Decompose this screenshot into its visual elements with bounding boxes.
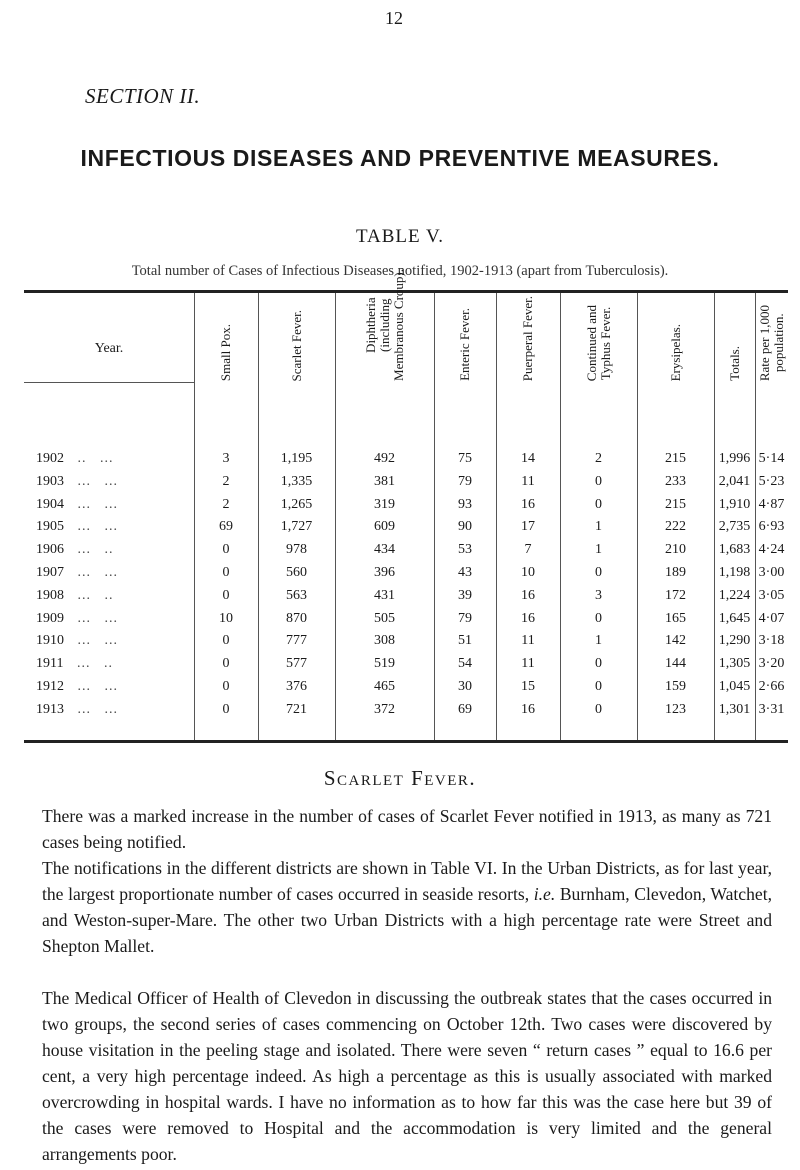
table-cell: 16 [521,496,535,512]
column-header-label: Continued and Typhus Fever. [583,304,613,381]
column-header-label: Erysipelas. [667,323,683,381]
table-cell: 0 [222,701,230,717]
table-cell: 505 [374,610,395,626]
table-cell: 16 [521,587,535,603]
table-cell: 2,735 [718,519,751,535]
table-cell: 1 [595,633,602,649]
column-header-label: Totals. [726,346,742,381]
table-cell: 1,305 [718,656,751,672]
table-title: TABLE V. [355,226,445,247]
table-cell: 222 [665,519,686,535]
year-value: 1907 [36,565,64,580]
leader-dots: ... .. [64,587,114,603]
table-caption: Total number of Cases of Infectious Diseases notified, 1902-1913 (apart from Tuberculosis). [131,263,669,279]
table-cell: 3·31 [758,701,785,717]
section-label: SECTION II. [85,84,201,108]
table-cell: 0 [595,679,602,694]
table-cell: 10 [219,610,233,626]
table-cell: 10 [521,565,535,580]
leader-dots: ... ... [64,679,118,694]
table-cell: 2 [595,451,602,466]
table-cell: 1 [595,542,602,558]
table-cell: 1,301 [718,701,751,717]
year-value: 1906 [36,542,64,558]
table-cell: 0 [595,656,602,672]
table-row [24,633,788,655]
table-cell: 93 [458,496,472,512]
leader-dots: ... ... [64,610,118,626]
table-cell: 1 [595,519,602,535]
table-row [24,451,788,473]
table-cell: 159 [665,679,686,694]
column-header-label: Rate per 1,000 population. [756,304,786,381]
year-cell [36,633,186,649]
table-row [24,542,788,564]
table-cell: 5·23 [758,473,785,489]
table-cell: 54 [458,656,472,672]
year-value: 1908 [36,587,64,603]
table-cell: 165 [665,610,686,626]
table-cell: 30 [458,679,472,694]
table-cell: 11 [521,633,535,649]
table-cell: 0 [595,565,602,580]
year-value: 1902 [36,451,64,466]
subsection-heading: Scarlet Fever. [323,766,477,790]
paragraph-2: The notifications in the different districts are shown in Table VI. In the Urban Districts, as for last year, the largest proportionate number of cases occurred in seaside resorts, i.e. Burnham, Clevedon, Watchet, and Weston-super-Mare. The other two Urban Districts with a high percentage rate were Street and Shepton Mallet. [42,858,773,956]
table-cell: 1,224 [718,587,751,603]
table-cell: 0 [595,610,602,626]
year-cell [36,451,186,467]
table-cell: 4·87 [758,496,785,512]
table-cell: 7 [524,542,532,558]
leader-dots: .. ... [64,451,114,466]
year-cell [36,588,186,604]
table-cell: 376 [286,679,307,694]
year-value: 1904 [36,496,64,512]
table-cell: 4·24 [758,542,785,558]
table-cell: 1,683 [718,542,751,558]
table-cell: 777 [286,633,307,649]
leader-dots: ... ... [64,473,118,489]
column-header [560,303,637,381]
table-cell: 69 [458,701,472,717]
year-value: 1912 [36,679,64,694]
table-cell: 3·05 [758,587,785,603]
table-cell: 43 [458,565,472,580]
paragraph [42,803,772,855]
table-cell: 16 [521,610,535,626]
column-header-label: Diphtheria (including Membranous Croup). [362,269,406,381]
column-header [755,303,788,381]
column-header [496,295,560,381]
table-cell: 1,198 [718,565,751,580]
year-header-rule [24,382,194,383]
table-cell: 2·66 [758,679,785,694]
page-number: 12 [385,8,403,28]
table-cell: 465 [374,679,395,694]
table-row [24,702,788,724]
leader-dots: ... ... [64,701,118,717]
table-cell: 79 [458,473,472,489]
year-value: 1903 [36,473,64,489]
table-row [24,656,788,678]
paragraph [42,855,772,959]
table-cell: 75 [458,451,472,466]
table-cell: 39 [458,587,472,603]
table-cell: 0 [222,679,230,694]
table-cell: 210 [665,542,686,558]
leader-dots: ... ... [64,565,118,580]
table-cell: 1,996 [718,451,751,466]
table-row [24,679,788,701]
table-cell: 0 [222,656,230,672]
table-cell: 3 [222,451,230,466]
year-cell [36,679,186,695]
table-cell: 189 [665,565,686,580]
table-cell: 1,727 [280,519,313,535]
table-cell: 69 [219,519,233,535]
page-heading: INFECTIOUS DISEASES AND PREVENTIVE MEASURES. [80,145,720,171]
table-cell: 319 [374,496,395,512]
column-header-label: Puerperal Fever. [520,295,535,381]
table-row [24,565,788,587]
table-cell: 79 [458,610,472,626]
table-cell: 1,645 [718,610,751,626]
table-row [24,588,788,610]
table-cell: 6·93 [758,519,785,535]
year-cell [36,474,186,490]
table-cell: 11 [521,473,535,489]
table-cell: 5·14 [758,451,785,466]
column-header [434,303,496,381]
year-value: 1913 [36,701,64,717]
year-value: 1910 [36,633,64,649]
table-cell: 4·07 [758,610,785,626]
table-cell: 2,041 [718,473,751,489]
year-cell [36,702,186,718]
table-cell: 3·20 [758,656,785,672]
table-cell: 519 [374,656,395,672]
paragraph [42,985,772,1167]
table-cell: 0 [222,542,230,558]
table-row [24,474,788,496]
table-cell: 14 [521,451,535,466]
table-cell: 2 [222,496,230,512]
column-header [335,269,434,381]
paragraph-3: The Medical Officer of Health of Clevedon in discussing the outbreak states that the cases occurred in two groups, the second series of cases commencing on October 12th. Two cases were discovered by house visitation in the peeling stage and isolated. There were seven “ return cases ” equal to 16.6 per cent, a very high percentage indeed. As high a percentage as this is usually associated with marked overcrowding in hospital wards. I have no information as to how far this was the case here but 39 of the cases were removed to Hospital and the accommodation is very limited and the general arrangements poor. [42,988,772,1164]
table-cell: 1,290 [718,633,751,649]
table-cell: 308 [374,633,395,649]
leader-dots: ... .. [63,656,113,672]
table-cell: 560 [286,565,307,580]
leader-dots: ... ... [64,633,118,649]
table-cell: 381 [374,473,395,489]
year-value: 1909 [36,610,64,626]
table-cell: 53 [458,542,472,558]
table-cell: 1,195 [280,451,313,466]
table-cell: 978 [286,542,307,558]
table-cell: 17 [521,519,535,535]
table-cell: 0 [222,565,230,580]
table-cell: 3 [595,587,602,603]
table-cell: 3·18 [758,633,785,649]
table-row [24,497,788,519]
table-cell: 2 [222,473,230,489]
table-cell: 3·00 [758,565,785,580]
leader-dots: ... .. [64,542,114,558]
table-cell: 233 [665,473,686,489]
column-header [194,303,258,381]
table-cell: 721 [286,701,307,717]
table-cell: 51 [458,633,472,649]
year-cell [36,656,186,672]
table-cell: 11 [521,656,535,672]
table-cell: 1,910 [718,496,751,512]
table-cell: 0 [222,587,230,603]
leader-dots: ... ... [64,519,118,535]
table-cell: 16 [521,701,535,717]
table-cell: 90 [458,519,472,535]
column-header [258,303,335,381]
year-column-header: Year. [94,341,124,356]
year-cell [36,519,186,535]
table-cell: 0 [595,496,602,512]
table-cell: 372 [374,701,395,717]
table-cell: 396 [374,565,395,580]
year-cell [36,497,186,513]
table-cell: 172 [665,587,686,603]
table-cell: 1,335 [280,473,313,489]
column-header [714,303,755,381]
table-cell: 1,265 [280,496,313,512]
table-row [24,519,788,541]
table-cell: 215 [665,496,686,512]
table-cell: 577 [286,656,307,672]
paragraph-1: There was a marked increase in the number of cases of Scarlet Fever notified in 1913, as many as 721 cases being notified. [42,806,772,852]
table-cell: 492 [374,451,395,466]
table-cell: 144 [665,656,686,672]
column-header-label: Enteric Fever. [457,308,472,381]
table-cell: 0 [595,473,602,489]
year-cell [36,565,186,581]
table-cell: 1,045 [718,679,751,694]
table-cell: 215 [665,451,686,466]
table-cell: 0 [595,701,602,717]
table-bottom-rule [24,740,788,743]
table-cell: 431 [374,587,395,603]
table-cell: 563 [286,587,307,603]
year-cell [36,542,186,558]
table-cell: 434 [374,542,395,558]
table-row [24,611,788,633]
table-cell: 0 [222,633,230,649]
column-header [637,303,714,381]
year-cell [36,611,186,627]
leader-dots: ... ... [64,496,118,512]
column-header-label: Small Pox. [218,323,233,381]
table-cell: 142 [665,633,686,649]
table-cell: 609 [374,519,395,535]
table-cell: 870 [286,610,307,626]
table-cell: 123 [665,701,686,717]
table-cell: 15 [521,679,535,694]
year-value: 1905 [36,519,64,535]
column-header-label: Scarlet Fever. [288,309,304,381]
year-value: 1911 [36,656,64,672]
